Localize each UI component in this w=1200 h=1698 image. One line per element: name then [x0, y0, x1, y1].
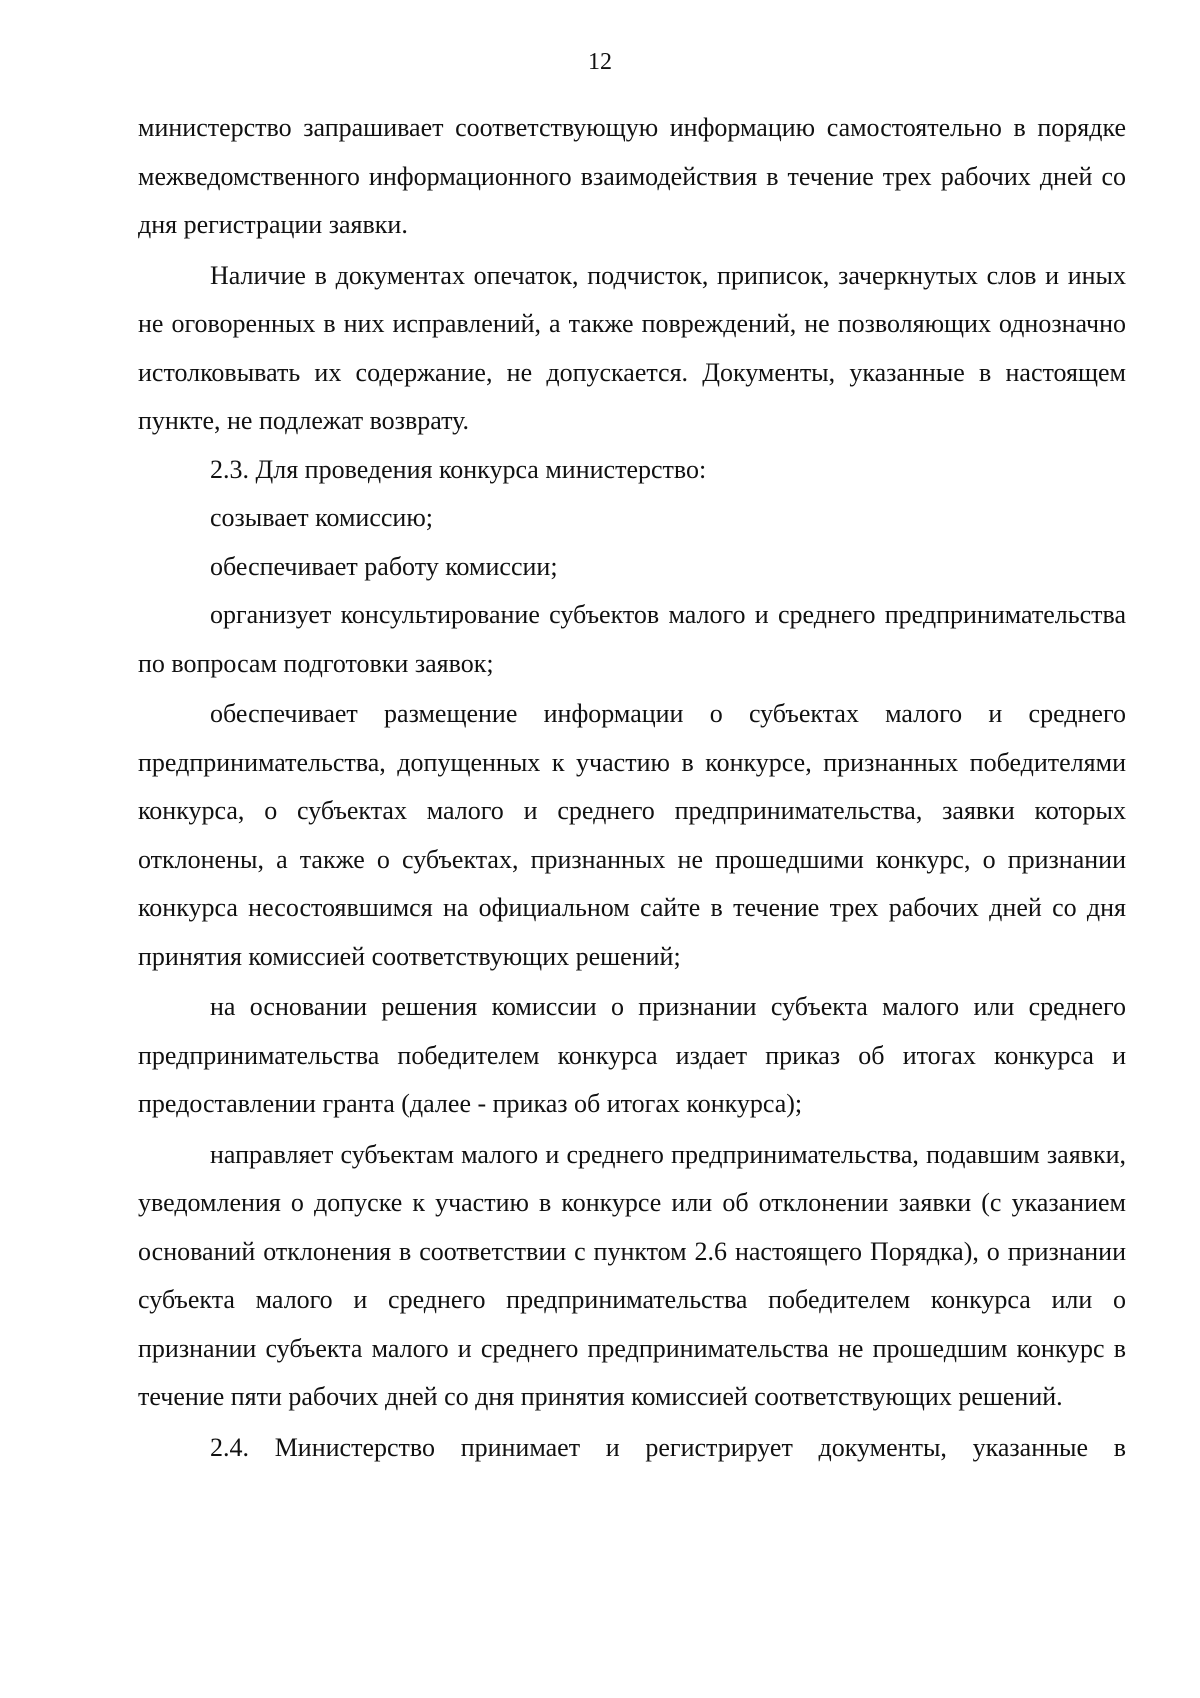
list-item-notifications: направляет субъектам малого и среднего предпринимательства, подавшим заявки, уведомления о допуске к участию в конкурсе или об отклонении заявки (с указанием оснований отклонения в соответствии с пунктом 2.6 настоящего Порядка), о признании субъекта малого и среднего предпринимательства победителем конкурса или о признании субъекта малого и среднего предпринимательства не прошедшим конкурс в течение пяти рабочих дней со дня принятия комиссией соответствующих решений. — [138, 1139, 1126, 1411]
paragraph-2-4: 2.4. Министерство принимает и регистрирует документы, указанные в — [210, 1432, 1126, 1462]
paragraph-continuation: министерство запрашивает соответствующую информацию самостоятельно в порядке межведомственного информационного взаимодействия в течение трех рабочих дней со дня регистрации заявки. — [138, 113, 1126, 239]
list-item-ensures-work: обеспечивает работу комиссии; — [210, 551, 558, 581]
paragraph-2-3-heading: 2.3. Для проведения конкурса министерство: — [210, 454, 707, 484]
page-number: 12 — [588, 49, 612, 75]
list-item-publication: обеспечивает размещение информации о субъектах малого и среднего предпринимательства, допущенных к участию в конкурсе, признанных победителями конкурса, о субъектах малого и среднего предпринимательства, заявки которых отклонены, а также о субъектах, признанных не прошедшими конкурс, о признании конкурса несостоявшимся на официальном сайте в течение трех рабочих дней со дня принятия комиссией соответствующих решений; — [138, 699, 1126, 971]
paragraph-defects: Наличие в документах опечаток, подчисток, приписок, зачеркнутых слов и иных не оговоренных в них исправлений, а также повреждений, не позволяющих однозначно истолковывать их содержание, не допускается. Документы, указанные в настоящем пункте, не подлежат возврату. — [138, 260, 1126, 435]
list-item-order: на основании решения комиссии о признании субъекта малого или среднего предпринимательства победителем конкурса издает приказ об итогах конкурса и предоставлении гранта (далее - приказ об итогах конкурса); — [138, 992, 1126, 1118]
document-body — [138, 104, 1126, 1472]
list-item-consulting: организует консультирование субъектов малого и среднего предпринимательства по вопросам подготовки заявок; — [138, 600, 1126, 678]
list-item-convenes-commission: созывает комиссию; — [210, 503, 433, 532]
